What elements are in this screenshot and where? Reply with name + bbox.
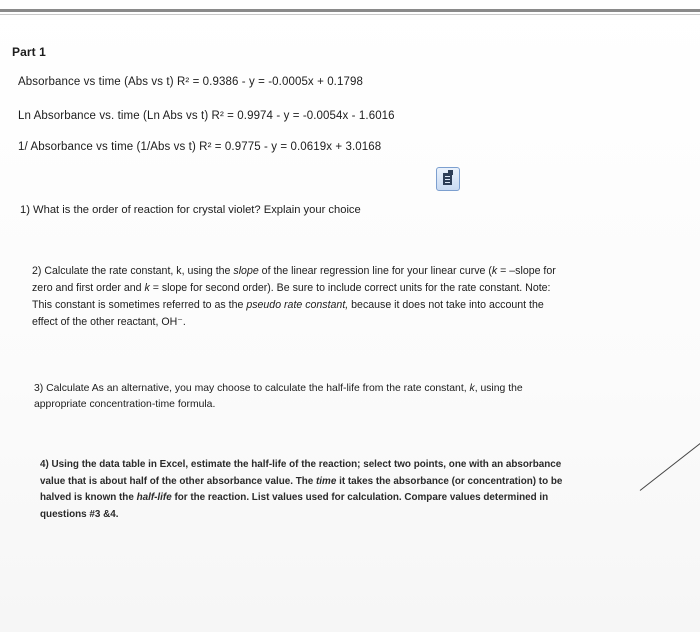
excel-file-icon[interactable] bbox=[436, 167, 460, 191]
question-3-line-1: 3) Calculate As an alternative, you may choose to calculate the half-life from the rate constant, k, using the bbox=[34, 383, 523, 394]
question-2 bbox=[32, 263, 556, 331]
question-3-line-2: appropriate concentration-time formula. bbox=[34, 399, 216, 410]
top-divider-thin bbox=[0, 14, 700, 15]
regression-inverse-absorbance: 1/ Absorbance vs time (1/Abs vs t) R² = 0.9775 - y = 0.0619x + 3.0168 bbox=[18, 141, 382, 153]
question-4-line-2: value that is about half of the other absorbance value. The time it takes the absorbance (or concentration) to be bbox=[40, 475, 563, 487]
sheet-tab-glyph bbox=[448, 170, 453, 175]
pen-mark bbox=[640, 435, 700, 491]
question-4-line-1: 4) Using the data table in Excel, estimate the half-life of the reaction; select two points, one with an absorbance bbox=[40, 459, 562, 470]
question-4-line-3: halved is known the half-life for the reaction. List values used for calculation. Compare values determined in bbox=[40, 492, 549, 503]
top-divider bbox=[0, 9, 700, 12]
question-1 bbox=[20, 202, 361, 219]
question-2-line-1: 2) Calculate the rate constant, k, using the slope of the linear regression line for your linear curve (k = –slope for bbox=[32, 265, 556, 277]
question-1-text: 1) What is the order of reaction for crystal violet? Explain your choice bbox=[20, 204, 361, 216]
part-heading: Part 1 bbox=[12, 45, 46, 59]
question-2-line-2: zero and first order and k = slope for second order). Be sure to include correct units for the rate constant. Note: bbox=[32, 282, 551, 294]
question-3 bbox=[34, 381, 523, 413]
question-2-line-3: This constant is sometimes referred to as the pseudo rate constant, because it does not take into account the bbox=[32, 299, 544, 311]
question-4 bbox=[40, 457, 562, 523]
regression-ln-absorbance: Ln Absorbance vs. time (Ln Abs vs t) R² = 0.9974 - y = -0.0054x - 1.6016 bbox=[18, 110, 395, 122]
question-4-line-4: questions #3 &4. bbox=[40, 508, 119, 520]
regression-absorbance: Absorbance vs time (Abs vs t) R² = 0.9386 - y = -0.0005x + 0.1798 bbox=[18, 76, 363, 88]
question-2-line-4: effect of the other reactant, OH⁻. bbox=[32, 316, 186, 328]
